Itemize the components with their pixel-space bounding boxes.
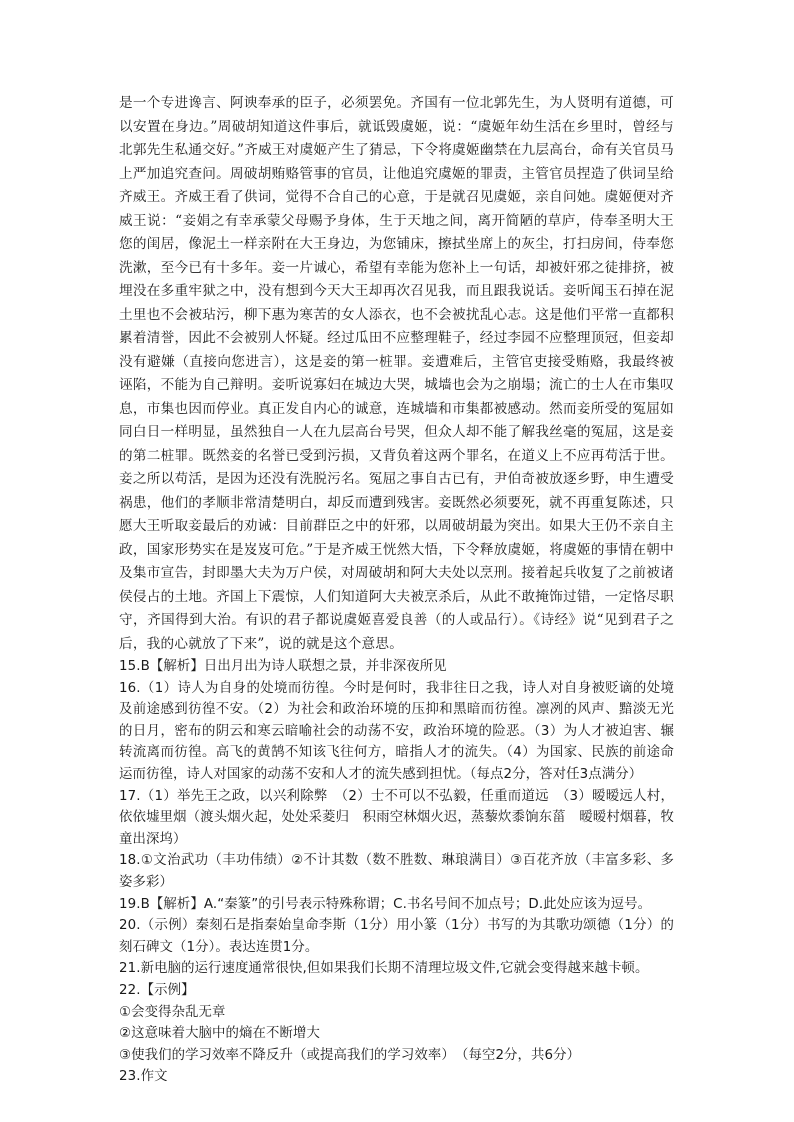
answer-21: 21.新电脑的运行速度通常很快,但如果我们长期不清理垃圾文件,它就会变得越来越卡顿。 xyxy=(119,961,649,977)
translation-paragraph: 是一个专进谗言、阿谀奉承的臣子，必须罢免。齐国有一位北郭先生，为人贤明有道德，可以安置在身边。”周破胡知道这件事后，就诋毁虞姬，说：“虞姬年幼生活在乡里时，曾经与北郭先生私通交好。”齐威王对虞姬产生了猜忌，下令将虞姬幽禁在九层高台，命有关官员马上严加追究查问。周破胡贿赂管事的官员，让他追究虞姬的罪责，主管官员捏造了供词呈给齐威王。齐威王看了供词，觉得不合自己的心意，于是就召见虞姬，亲自问她。虞姬便对齐威王说：“妾娟之有幸承蒙父母赐予身体，生于天地之间，离开简陋的草庐，侍奉圣明大王您的闺居，像泥土一样亲附在大王身边，为您铺床，擦拭坐席上的灰尘，打扫房间，侍奉您洗漱，至今已有十多年。妾一片诚心，希望有幸能为您补上一句话，却被奸邪之徒排挤，被埋没在多重牢狱之中，没有想到今天大王却再次召见我，而且跟我说话。妾听闻玉石掉在泥土里也不会被玷污，柳下惠为寒苦的女人添衣，也不会被扰乱心志。这是他们平常一直都积累着清誉，因此不会被别人怀疑。经过瓜田不应整理鞋子，经过李园不应整理顶冠，但妾却没有避嫌（直接向您进言），这是妾的第一桩罪。妾遭难后，主管官吏接受贿赂，我最终被诬陷，不能为自己辩明。妾听说寡妇在城边大哭，城墙也会为之崩塌；流亡的士人在市集叹息，市集也因而停业。真正发自内心的诚意，连城墙和市集都被感动。然而妾所受的冤屈如同白日一样明显，虽然独自一人在九层高台号哭，但众人却不能了解我丝毫的冤屈，这是妾的第二桩罪。既然妾的名誉已受到污损，又背负着这两个罪名，在道义上不应再苟活于世。妾之所以苟活，是因为还没有洗脱污名。冤屈之事自古已有，尹伯奇被放逐乡野，申生遭受祸患，他们的孝顺非常清楚明白，却反而遭到残害。妾既然必须要死，就不再重复陈述，只愿大王听取妾最后的劝诫：目前群臣之中的奸邪，以周破胡最为突出。如果大王仍不亲自主政，国家形势实在是岌岌可危。”于是齐威王恍然大悟，下令释放虞姬，将虞姬的事情在朝中及集市宣告，封即墨大夫为万户侯，对周破胡和阿大夫处以烹刑。接着起兵收复了之前被诸侯侵占的土地。齐国上下震惊，人们知道阿大夫被烹杀后，从此不敢掩饰过错，一定恪尽职守，齐国得到大治。有识的君子都说虞姬喜爱良善（的人或品行）。《诗经》说“见到君子之后，我的心就放了下来”，说的就是这个意思。 xyxy=(119,95,674,652)
answer-22-heading: 22.【示例】 xyxy=(119,982,195,998)
answer-17: 17.（1）举先王之政，以兴利除弊 （2）士不可以不弘毅，任重而道远 （3）暧暧远人村，依依墟里烟（渡头烟火起，处处采菱归 积雨空林烟火迟，蒸藜炊黍饷东菑 暧暧村烟暮，牧童出深坞） xyxy=(119,788,674,847)
answer-20: 20.（示例）秦刻石是指秦始皇命李斯（1分）用小篆（1分）书写的为其歌功颂德（1分）的刻石碑文（1分）。表达连贯1分。 xyxy=(119,918,674,955)
answer-18: 18.①文治武功（丰功伟绩）②不计其数（数不胜数、琳琅满目）③百花齐放（丰富多彩、多姿多彩） xyxy=(119,853,674,890)
answer-22-item-3: ③使我们的学习效率不降反升（或提高我们的学习效率） （每空2分，共6分） xyxy=(119,1047,581,1063)
answer-22-item-2: ②这意味着大脑中的熵在不断增大 xyxy=(119,1026,320,1042)
translation-section xyxy=(119,92,674,656)
answer-list xyxy=(119,656,674,1088)
answer-23: 23.作文 xyxy=(119,1069,168,1085)
answer-22-item-1: ①会变得杂乱无章 xyxy=(119,1004,226,1020)
answer-19: 19.B【解析】A.“秦篆”的引号表示特殊称谓；C.书名号间不加点号；D.此处应该为逗号。 xyxy=(119,896,652,912)
answer-16: 16.（1）诗人为自身的处境而彷徨。今时是何时，我非往日之我，诗人对自身被贬谪的处境及前途感到彷徨不安。（2）为社会和政治环境的压抑和黑暗而彷徨。凛冽的风声、黯淡无光的日月，密布的阴云和寒云暗喻社会的动荡不安，政治环境的险恶。（3）为人才被迫害、辗转流离而彷徨。高飞的黄鹄不知该飞往何方，暗指人才的流失。（4）为国家、民族的前途命运而彷徨，诗人对国家的动荡不安和人才的流失感到担忧。（每点2分，答对任3点满分） xyxy=(119,680,674,782)
answer-15: 15.B【解析】日出月出为诗人联想之景，并非深夜所见 xyxy=(119,659,447,674)
